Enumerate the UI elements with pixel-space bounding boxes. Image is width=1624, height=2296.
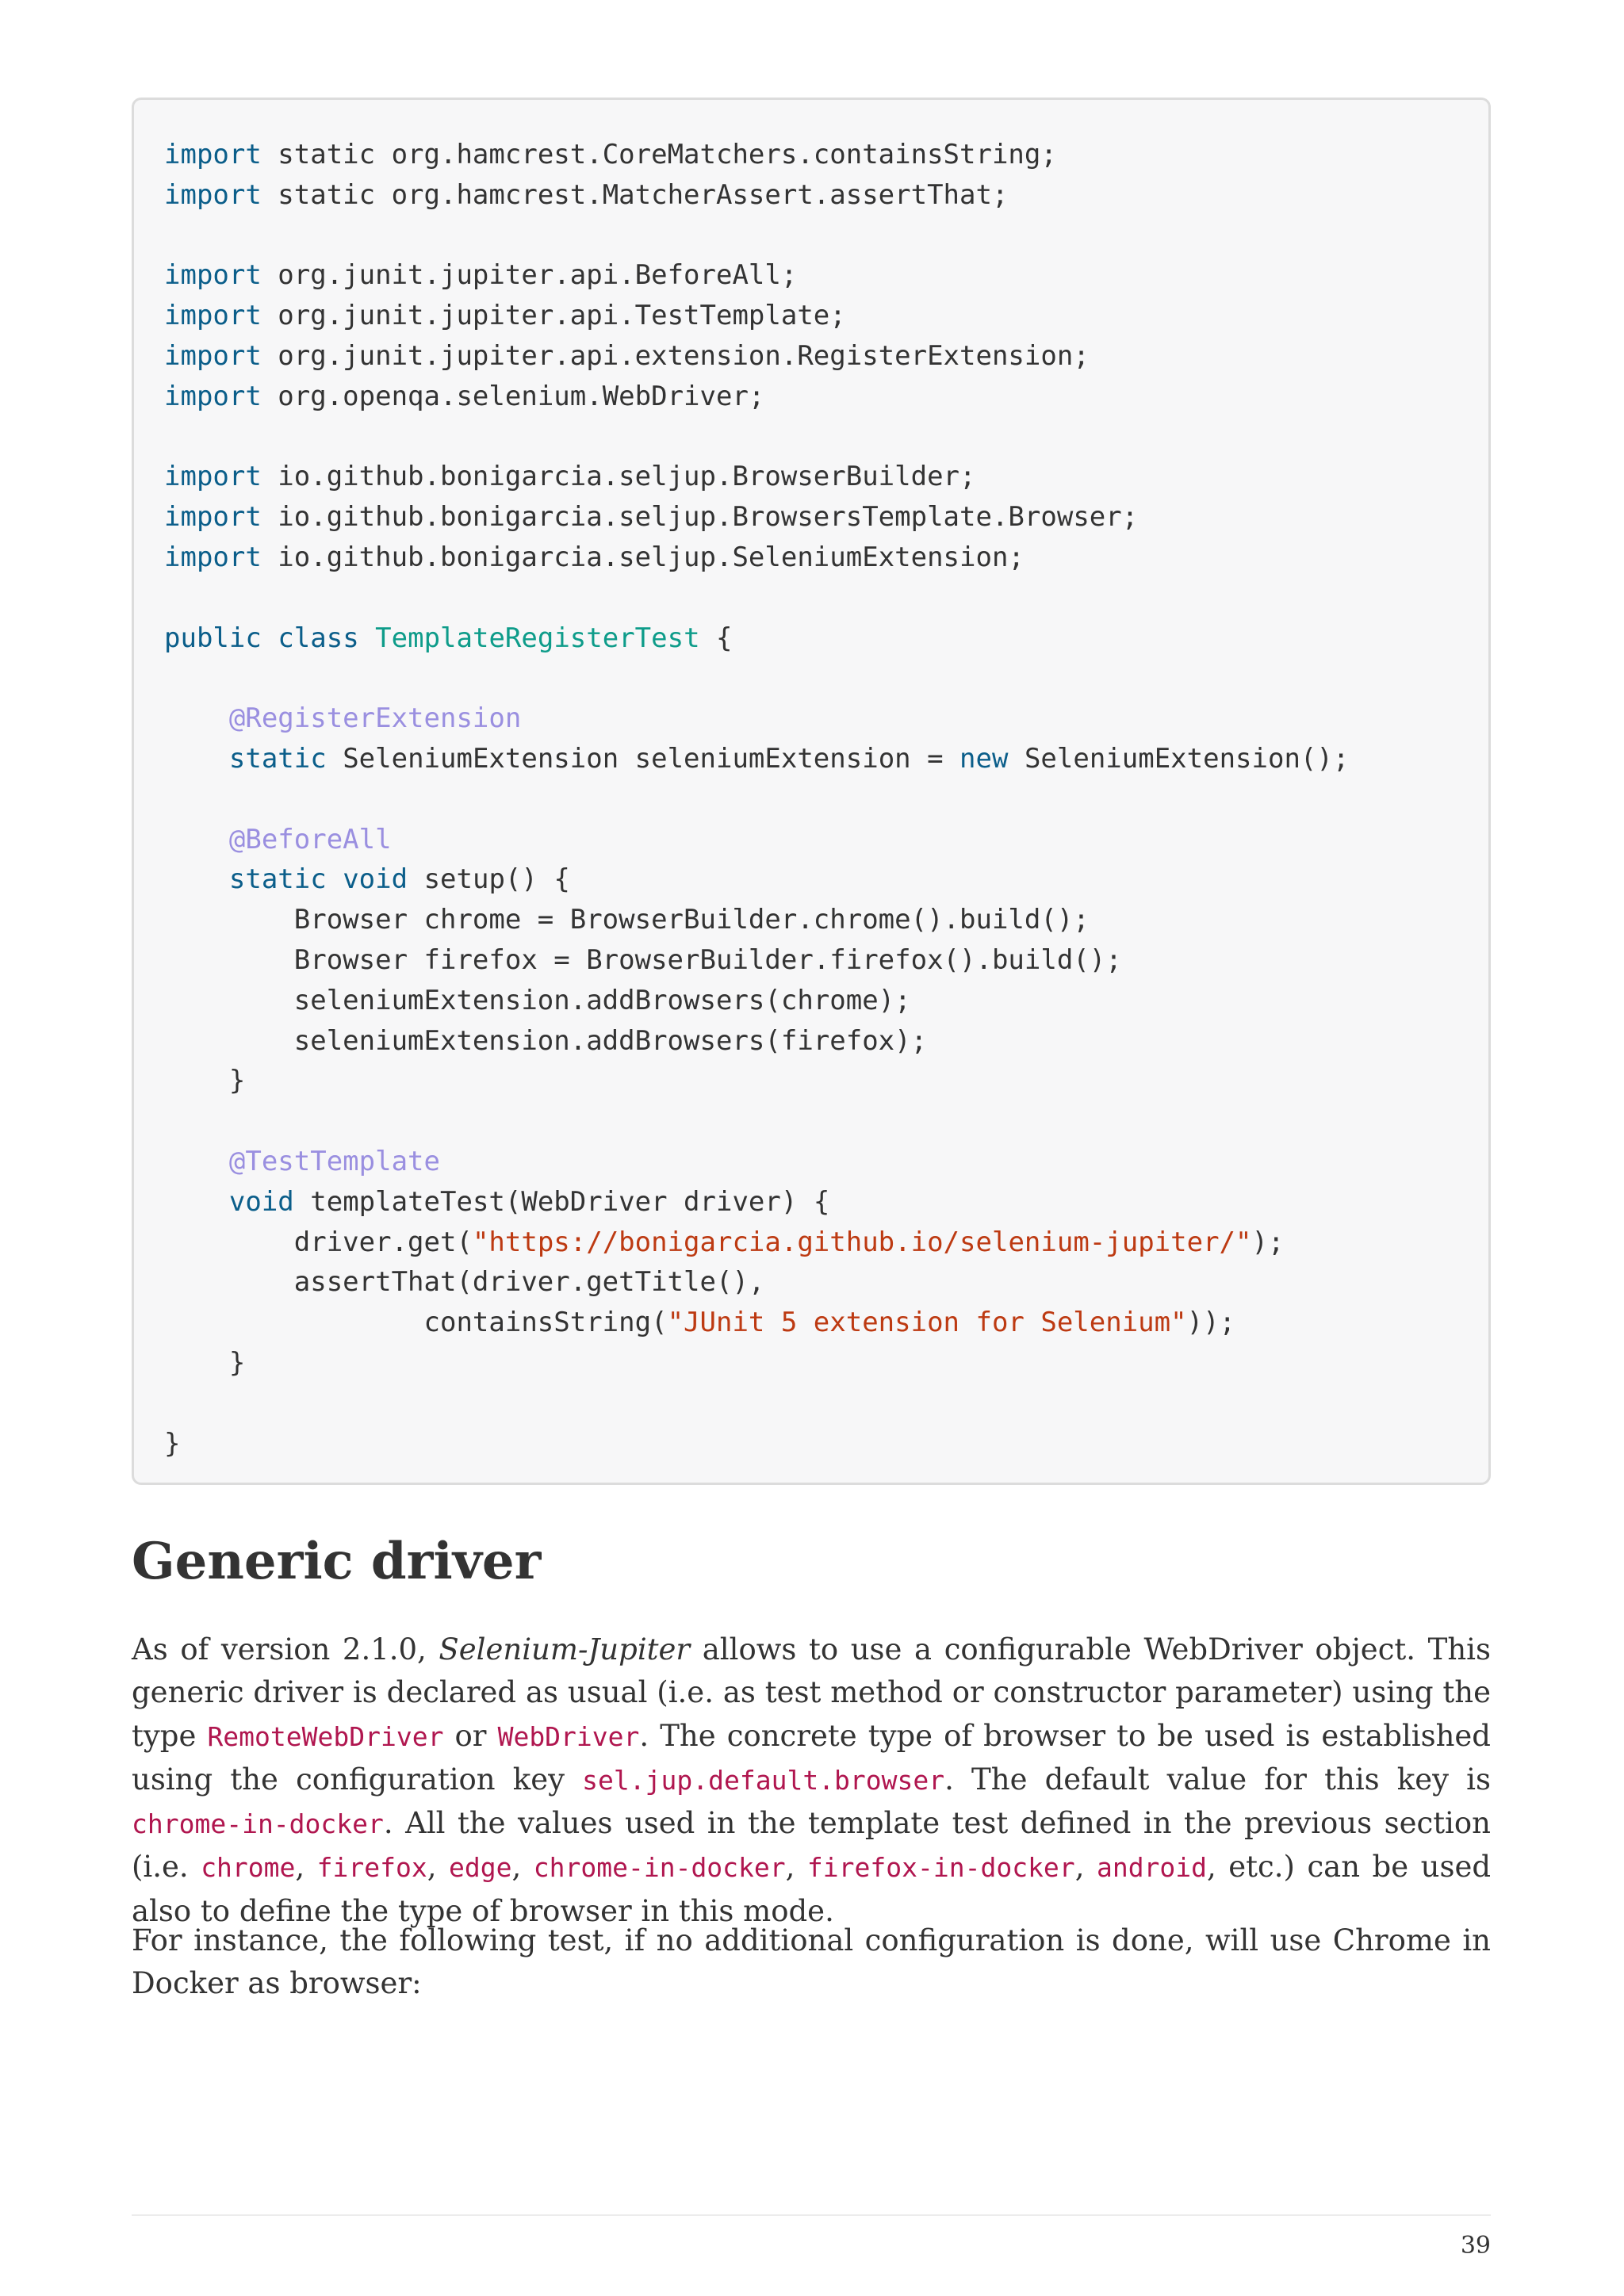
code-token: io.github.bonigarcia.seljup.BrowserBuilder;	[261, 461, 976, 493]
code-token-kw: public	[164, 622, 262, 654]
code-token-kw: void	[343, 863, 408, 896]
code-line	[164, 1223, 1458, 1263]
code-token: }	[164, 1427, 181, 1460]
code-line	[164, 820, 1458, 860]
paragraph-text: As of version 2.1.0,	[132, 1632, 439, 1667]
code-token: org.junit.jupiter.api.TestTemplate;	[261, 300, 846, 332]
page-number: 39	[1460, 2232, 1491, 2260]
code-token: }	[164, 1065, 246, 1097]
code-line	[164, 336, 1458, 377]
code-token-kw: import	[164, 300, 262, 332]
code-line	[164, 739, 1458, 779]
code-token: org.junit.jupiter.api.BeforeAll;	[261, 259, 798, 292]
inline-code: firefox	[316, 1852, 427, 1884]
code-token: ));	[1186, 1307, 1236, 1339]
code-token-kw: import	[164, 461, 262, 493]
inline-code: edge	[449, 1852, 512, 1884]
code-line	[164, 457, 1458, 497]
paragraph-text: ,	[511, 1850, 534, 1885]
footer-divider	[132, 2214, 1491, 2216]
code-token-ann: @TestTemplate	[228, 1145, 440, 1177]
code-line	[164, 940, 1458, 981]
code-token-kw: import	[164, 380, 262, 412]
code-token: static org.hamcrest.CoreMatchers.containsString;	[261, 139, 1057, 170]
paragraph-text: ,	[1074, 1850, 1097, 1885]
inline-code: chrome	[201, 1852, 296, 1884]
code-line	[164, 1303, 1458, 1343]
code-token: templateTest(WebDriver driver) {	[293, 1185, 830, 1218]
code-token: {	[699, 622, 733, 654]
code-token: io.github.bonigarcia.seljup.BrowsersTemplate.Browser;	[261, 501, 1139, 534]
code-line	[164, 658, 1458, 698]
code-line	[164, 981, 1458, 1021]
code-line	[164, 1101, 1458, 1142]
inline-code: android	[1096, 1852, 1208, 1884]
code-token	[164, 743, 229, 775]
code-token-kw: import	[164, 259, 262, 292]
paragraph-text: ,	[785, 1850, 807, 1885]
paragraph-text: , etc.) can be used also to define the type of browser in this mode.	[132, 1850, 1492, 1928]
paragraph-text: or	[443, 1718, 498, 1753]
section-heading: Generic driver	[132, 1532, 542, 1591]
code-token: }	[164, 1346, 246, 1379]
code-line	[164, 779, 1458, 820]
code-token	[164, 1186, 229, 1218]
code-line	[164, 255, 1458, 296]
code-line	[164, 1383, 1458, 1424]
code-line	[164, 900, 1458, 940]
code-token	[327, 863, 343, 895]
code-token-kw: import	[164, 501, 262, 534]
code-token-kw: class	[278, 622, 359, 654]
code-line	[164, 859, 1458, 900]
code-token	[262, 622, 278, 654]
code-line	[164, 1182, 1458, 1223]
code-line	[164, 618, 1458, 659]
inline-code: WebDriver	[497, 1720, 640, 1752]
code-token: Browser firefox = BrowserBuilder.firefox().build();	[164, 943, 1122, 976]
code-token: assertThat(driver.getTitle(),	[164, 1266, 765, 1299]
code-line	[164, 578, 1458, 618]
code-line	[164, 296, 1458, 336]
code-line	[164, 216, 1458, 256]
code-block	[132, 98, 1491, 1485]
code-token-kw: import	[164, 339, 262, 372]
paragraph-text: . All the values used in the template test defined in the previous section (i.e.	[132, 1806, 1491, 1885]
code-token-str: "https://bonigarcia.github.io/selenium-jupiter/"	[472, 1226, 1252, 1258]
code-token	[164, 1146, 229, 1177]
code-token: static org.hamcrest.MatcherAssert.assertThat;	[261, 178, 1009, 211]
code-token: setup() {	[408, 863, 570, 896]
code-token	[359, 622, 375, 654]
paragraph-instance: For instance, the following test, if no additional configuration is done, will use Chrome in Docker as browser:	[132, 1923, 1491, 2001]
code-token: containsString(	[164, 1307, 668, 1339]
code-line	[164, 1061, 1458, 1101]
code-token: );	[1251, 1226, 1285, 1258]
code-token	[164, 824, 229, 855]
code-line	[164, 538, 1458, 578]
code-token-type: TemplateRegisterTest	[375, 622, 700, 654]
paragraph-text: ,	[295, 1850, 317, 1885]
paragraph-text: . The default value for this key is	[944, 1762, 1491, 1797]
paragraph-text: . The concrete type of browser to be used is established using the configuration key	[132, 1718, 1491, 1797]
code-line	[164, 377, 1458, 417]
code-token: driver.get(	[164, 1226, 473, 1258]
code-line	[164, 175, 1458, 216]
code-token-str: "JUnit 5 extension for Selenium"	[667, 1307, 1187, 1339]
paragraph-generic-driver	[132, 1628, 1491, 1933]
paragraph-text: ,	[427, 1850, 450, 1885]
code-token-kw: import	[164, 178, 262, 211]
paragraph-text: allows to use a configurable WebDriver object. This generic driver is declared as usual (i.e. as test method or constructor parameter) using the type	[132, 1632, 1491, 1753]
inline-code: firefox-in-docker	[806, 1852, 1075, 1884]
code-token: SeleniumExtension();	[1008, 742, 1350, 775]
code-line	[164, 1021, 1458, 1062]
code-token: SeleniumExtension seleniumExtension =	[326, 742, 960, 775]
code-line	[164, 417, 1458, 457]
code-token	[164, 863, 229, 895]
emphasis-text: Selenium-Jupiter	[439, 1632, 691, 1667]
code-token-ann: @BeforeAll	[228, 823, 392, 855]
code-token: seleniumExtension.addBrowsers(firefox);	[164, 1024, 928, 1057]
inline-code: chrome-in-docker	[533, 1852, 786, 1884]
code-line	[164, 1343, 1458, 1383]
code-line	[164, 1424, 1458, 1464]
code-token-kw: static	[228, 863, 327, 896]
code-token-kw: import	[164, 139, 262, 170]
code-token: io.github.bonigarcia.seljup.SeleniumExtension;	[261, 541, 1025, 573]
code-listing	[164, 135, 1458, 1464]
code-token-ann: @RegisterExtension	[228, 702, 522, 735]
code-line	[164, 497, 1458, 538]
code-token-kw: import	[164, 541, 262, 573]
code-token: org.openqa.selenium.WebDriver;	[261, 380, 765, 412]
inline-code: chrome-in-docker	[132, 1808, 384, 1840]
inline-code: sel.jup.default.browser	[582, 1764, 945, 1796]
inline-code: RemoteWebDriver	[207, 1720, 444, 1752]
code-line	[164, 135, 1458, 175]
code-line	[164, 698, 1458, 739]
code-line	[164, 1262, 1458, 1303]
code-token: seleniumExtension.addBrowsers(chrome);	[164, 984, 911, 1016]
code-token: Browser chrome = BrowserBuilder.chrome().build();	[164, 904, 1090, 936]
code-token	[164, 702, 229, 734]
code-token-kw: new	[959, 742, 1009, 775]
code-line	[164, 1142, 1458, 1182]
code-token-kw: static	[228, 742, 327, 775]
code-token-kw: void	[228, 1185, 294, 1218]
code-token: org.junit.jupiter.api.extension.RegisterExtension;	[261, 339, 1090, 372]
